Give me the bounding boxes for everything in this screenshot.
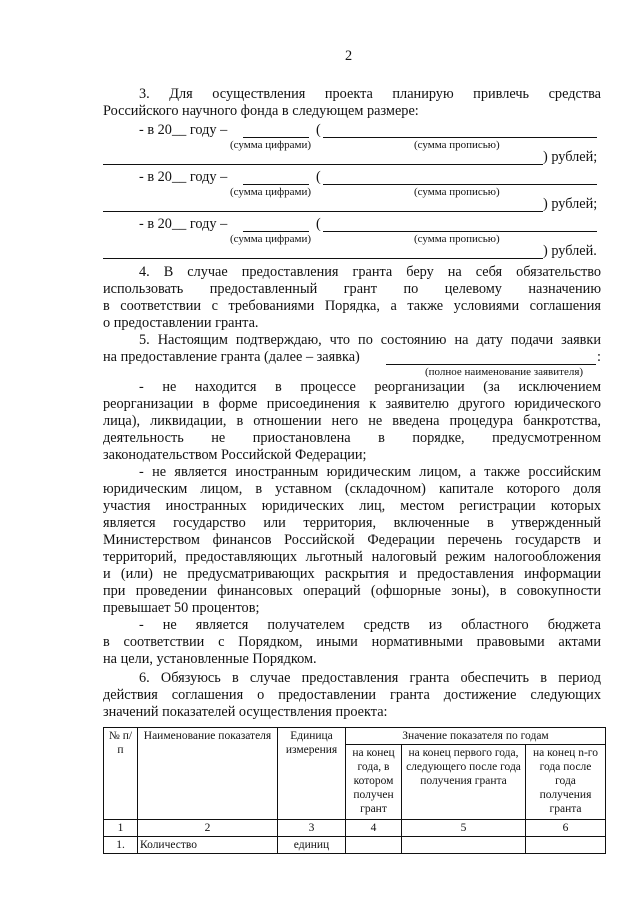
b1-line-1: - не находится в процессе реорганизации (за исключением (139, 379, 601, 395)
amount-row-3-cap-digits: (сумма цифрами) (230, 233, 312, 245)
amount-row-3-cap-words: (сумма прописью) (414, 233, 500, 245)
p4-line-1: 4. В случае предоставления гранта беру на себя обязательство (139, 264, 601, 280)
amount-row-2-words-line[interactable] (323, 184, 597, 185)
amount-row-1-cap-words: (сумма прописью) (414, 139, 500, 151)
b2-line-7: и (или) не предусматривающих раскрытия и предоставления информации (103, 566, 601, 582)
b2-line-8: при проведении финансовых операций (офшорные зоны), в совокупности (103, 583, 601, 599)
p6-line-2: действия соглашения о предоставлении гранта достижение следующих (103, 687, 601, 703)
b1-line-2: реорганизации в форме присоединения к заявителю другого юридического (103, 396, 601, 412)
amount-row-1-paren: ( (316, 122, 321, 138)
table-header-row (104, 728, 606, 745)
header-name: Наименование показателя (138, 728, 278, 820)
table-numbering-row (104, 820, 606, 837)
amount-row-3-paren: ( (316, 216, 321, 232)
amount-row-1-digits-line[interactable] (243, 137, 309, 138)
b2-line-9: превышает 50 процентов; (103, 600, 260, 616)
b1-line-5: законодательством Российской Федерации; (103, 447, 367, 463)
b2-line-6: территорий, предоставляющих льготный налоговый режим налогообложения (103, 549, 601, 565)
amount-row-2-paren: ( (316, 169, 321, 185)
p4-line-3: в соответствии с требованиями Порядка, а также условиями соглашения (103, 298, 601, 314)
table-cell-empty[interactable] (346, 837, 402, 854)
table-cell: 6 (526, 820, 606, 837)
amount-row-3-continuation-line[interactable] (103, 258, 543, 259)
table-cell: Количество (138, 837, 278, 854)
amount-row-2-digits-line[interactable] (243, 184, 309, 185)
header-num: № п/п (104, 728, 138, 820)
b2-line-1: - не является иностранным юридическим лицом, а также российским (139, 464, 601, 480)
applicant-name-caption: (полное наименование заявителя) (425, 366, 584, 378)
p5-line-1: 5. Настоящим подтверждаю, что по состоянию на дату подачи заявки (139, 332, 601, 348)
amount-row-1-prefix: - в 20__ году – (139, 122, 228, 138)
b1-line-4: деятельность не приостановлена в порядке, предусмотренном (103, 430, 601, 446)
table-cell: единиц (278, 837, 346, 854)
p4-line-4: о предоставлении гранта. (103, 315, 259, 331)
amount-row-3-words-line[interactable] (323, 231, 597, 232)
p3-line-2: Российского научного фонда в следующем размере: (103, 103, 419, 119)
table-cell: 5 (402, 820, 526, 837)
b3-line-1: - не является получателем средств из областного бюджета (139, 617, 601, 633)
amount-row-3-tail: ) рублей. (543, 243, 597, 259)
amount-row-3-digits-line[interactable] (243, 231, 309, 232)
b1-line-3: лица), ликвидации, в отношении него не введена процедура банкротства, (103, 413, 601, 429)
amount-row-2-prefix: - в 20__ году – (139, 169, 228, 185)
amount-row-2-cap-words: (сумма прописью) (414, 186, 500, 198)
b3-line-3: на цели, установленные Порядком. (103, 651, 317, 667)
amount-row-2-tail: ) рублей; (543, 196, 598, 212)
amount-row-1-tail: ) рублей; (543, 149, 598, 165)
header-group: Значение показателя по годам (346, 728, 606, 745)
table-cell-empty[interactable] (402, 837, 526, 854)
applicant-name-line[interactable] (386, 364, 596, 365)
b2-line-5: Министерством финансов Российской Федерации перечень государств и (103, 532, 601, 548)
header-year-3: на конец n-го года после года получения гранта (526, 745, 606, 820)
amount-row-3-prefix: - в 20__ году – (139, 216, 228, 232)
p6-line-1: 6. Обязуюсь в случае предоставления гранта обеспечить в период (139, 670, 601, 686)
p6-line-3: значений показателей осуществления проекта: (103, 704, 388, 720)
amount-row-2-continuation-line[interactable] (103, 211, 543, 212)
table-cell: 2 (138, 820, 278, 837)
p3-line-1: 3. Для осуществления проекта планирую привлечь средства (139, 86, 601, 102)
b2-line-4: является государство или территория, включенные в утвержденный (103, 515, 601, 531)
header-year-1: на конец года, в котором получен грант (346, 745, 402, 820)
table-cell: 3 (278, 820, 346, 837)
header-unit: Единица измерения (278, 728, 346, 820)
amount-row-1-cap-digits: (сумма цифрами) (230, 139, 312, 151)
header-year-2: на конец первого года, следующего после года получения гранта (402, 745, 526, 820)
table-cell: 4 (346, 820, 402, 837)
p5-line-2-end: : (597, 349, 601, 365)
table-row (104, 837, 606, 854)
amount-row-1-continuation-line[interactable] (103, 164, 543, 165)
amount-row-1-words-line[interactable] (323, 137, 597, 138)
indicators-table (103, 727, 606, 854)
b2-line-3: участия иностранных юридических лиц, местом регистрации которых (103, 498, 601, 514)
table-cell: 1 (104, 820, 138, 837)
amount-row-2-cap-digits: (сумма цифрами) (230, 186, 312, 198)
table-cell: 1. (104, 837, 138, 854)
p5-line-2: на предоставление гранта (далее – заявка) (103, 349, 360, 365)
p4-line-2: использовать предоставленный грант по целевому назначению (103, 281, 601, 297)
page-number: 2 (345, 48, 353, 64)
b2-line-2: юридическим лицом, в уставном (складочном) капитале которого доля (103, 481, 601, 497)
table-cell-empty[interactable] (526, 837, 606, 854)
b3-line-2: в соответствии с Порядком, иными нормативными правовыми актами (103, 634, 601, 650)
